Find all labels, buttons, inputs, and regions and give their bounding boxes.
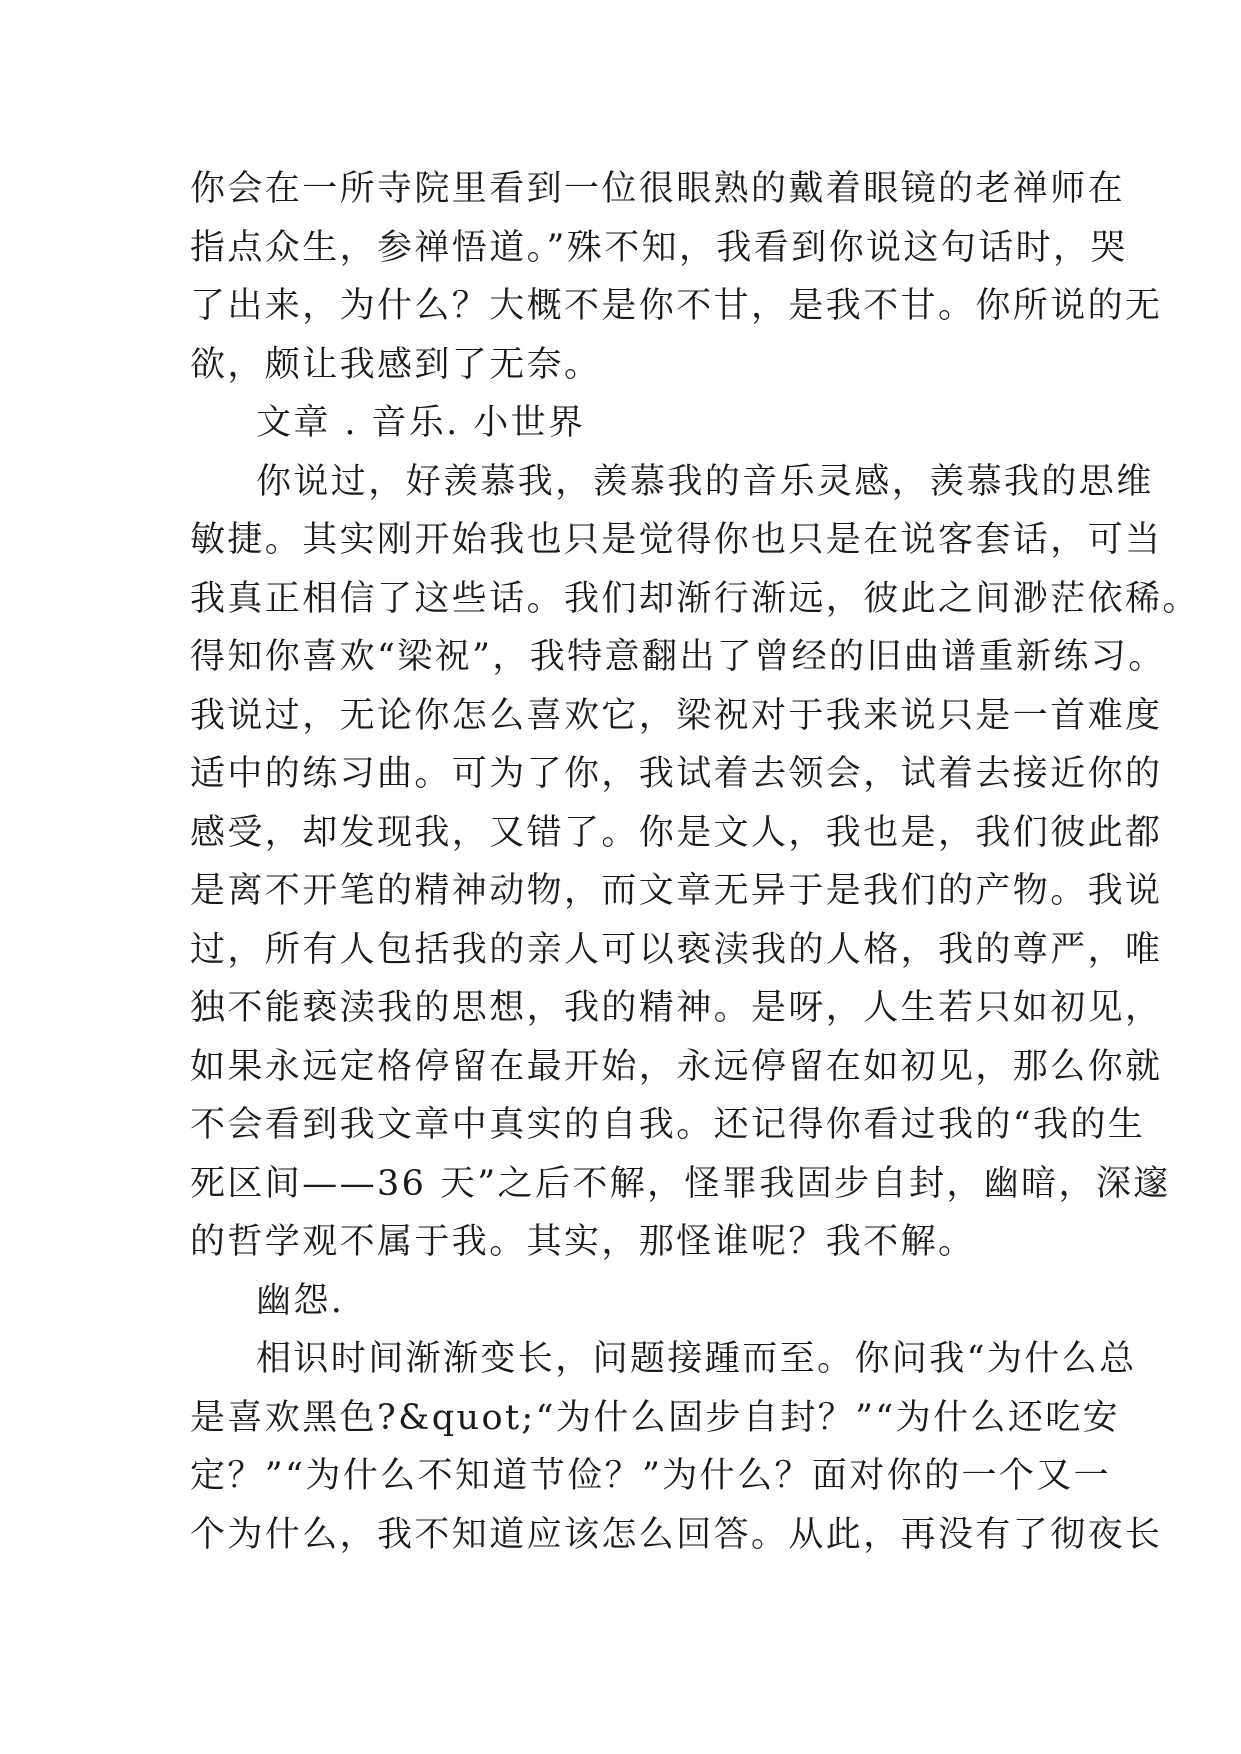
text-line: 的哲学观不属于我。其实，那怪谁呢？我不解。 [190,1222,976,1262]
text-line: 适中的练习曲。可为了你，我试着去领会，试着去接近你的 [190,754,1163,794]
text-line: 个为什么，我不知道应该怎么回答。从此，再没有了彻夜长 [190,1514,1163,1555]
text-line: 指点众生，参禅悟道。”殊不知，我看到你说这句话时，哭 [190,227,1128,268]
text-line: 文章 . 音乐. 小世界 [256,403,586,443]
text-line: 是喜欢黑色?&quot;“为什么固步自封？”“为什么还吃安 [190,1397,1121,1438]
text-line: 相识时间渐渐变长，问题接踵而至。你问我“为什么总 [256,1339,1137,1379]
text-line: 我说过，无论你怎么喜欢它，梁祝对于我来说只是一首难度 [190,695,1163,736]
text-line: 你说过，好羡慕我，羡慕我的音乐灵感，羡慕我的思维 [256,461,1154,502]
text-line: 欲，颇让我感到了无奈。 [190,344,602,385]
text-line: 不会看到我文章中真实的自我。还记得你看过我的“我的生 [190,1105,1146,1145]
text-line: 过，所有人包括我的亲人可以亵渎我的人格，我的尊严，唯 [190,929,1163,970]
text-line: 幽怨. [256,1280,345,1321]
text-line: 我真正相信了这些话。我们却渐行渐远，彼此之间渺茫依稀。 [190,578,1200,619]
text-line: 你会在一所寺院里看到一位很眼熟的戴着眼镜的老禅师在 [190,169,1126,209]
text-line: 独不能亵渎我的思想，我的精神。是呀，人生若只如初见， [190,988,1163,1028]
text-line: 了出来，为什么？大概不是你不甘，是我不甘。你所说的无 [190,286,1163,326]
text-line: 感受，却发现我，又错了。你是文人，我也是，我们彼此都 [190,812,1163,853]
text-line: 死区间——36 天”之后不解，怪罪我固步自封，幽暗，深邃 [190,1163,1171,1204]
text-line: 定？”“为什么不知道节俭？”为什么？面对你的一个又一 [190,1456,1112,1496]
text-line: 敏捷。其实刚开始我也只是觉得你也只是在说客套话，可当 [190,520,1163,560]
body-text [190,160,1200,1564]
text-line: 是离不开笔的精神动物，而文章无异于是我们的产物。我说 [190,871,1163,911]
text-line: 得知你喜欢“梁祝”，我特意翻出了曾经的旧曲谱重新练习。 [190,637,1166,677]
text-line: 如果永远定格停留在最开始，永远停留在如初见，那么你就 [190,1046,1163,1087]
